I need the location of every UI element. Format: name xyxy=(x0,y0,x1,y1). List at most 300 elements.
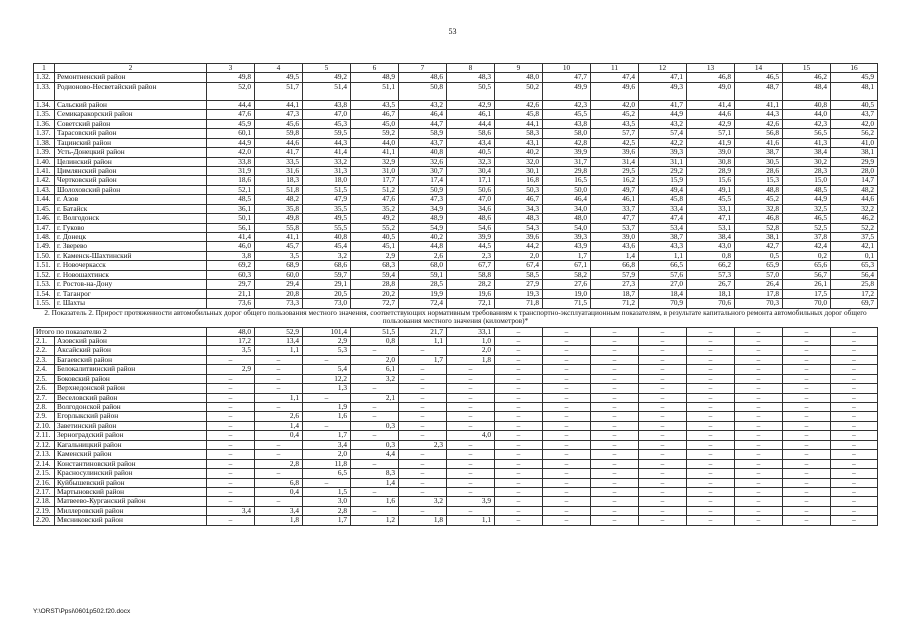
table-cell: 48,0 xyxy=(495,73,543,82)
table-cell: 2.10. xyxy=(34,421,55,430)
table-cell: – xyxy=(735,506,783,515)
table-cell: – xyxy=(207,403,255,412)
table-cell: – xyxy=(735,365,783,374)
table-cell: – xyxy=(447,412,495,421)
table-cell: 46,7 xyxy=(351,110,399,119)
table-row xyxy=(34,251,878,260)
table-cell: – xyxy=(783,393,831,402)
table-cell: – xyxy=(399,412,447,421)
table-cell: 2,0 xyxy=(303,450,351,459)
table-cell: – xyxy=(735,431,783,440)
table-cell: – xyxy=(543,431,591,440)
table-cell: 51,5 xyxy=(303,185,351,194)
table-row xyxy=(34,393,878,402)
table-cell: 3,2 xyxy=(303,251,351,260)
table-cell: 73,6 xyxy=(207,299,255,308)
table-cell: 31,1 xyxy=(639,157,687,166)
table-cell: 1.35. xyxy=(34,110,55,119)
table-cell: 34,6 xyxy=(447,204,495,213)
table-cell: 49,3 xyxy=(639,82,687,100)
table-cell: – xyxy=(687,469,735,478)
table-cell: 0,4 xyxy=(255,431,303,440)
table-cell: 32,0 xyxy=(495,157,543,166)
table-cell: 1,6 xyxy=(303,412,351,421)
table-row xyxy=(34,119,878,128)
table-cell: – xyxy=(735,421,783,430)
table-cell: 49,2 xyxy=(303,73,351,82)
table-cell: 39,3 xyxy=(639,148,687,157)
table-cell: 29,9 xyxy=(831,157,878,166)
table-cell: – xyxy=(399,421,447,430)
table-cell: 0,2 xyxy=(783,251,831,260)
table-cell: – xyxy=(591,336,639,345)
table-cell: – xyxy=(543,487,591,496)
table-cell: 43,6 xyxy=(591,242,639,251)
table-cell: 1,2 xyxy=(351,516,399,525)
table-cell: – xyxy=(831,355,878,364)
table-cell: 43,5 xyxy=(351,100,399,109)
table-cell: 41,4 xyxy=(687,100,735,109)
table-cell: Целинский район xyxy=(55,157,207,166)
table-cell: 33,4 xyxy=(639,204,687,213)
table-cell: 32,6 xyxy=(399,157,447,166)
table-cell: 44,5 xyxy=(447,242,495,251)
table-cell: 41,4 xyxy=(303,148,351,157)
table-cell: 73,3 xyxy=(255,299,303,308)
table-cell: 34,9 xyxy=(399,204,447,213)
table-cell: 39,6 xyxy=(495,233,543,242)
table-cell: – xyxy=(447,365,495,374)
table-cell: 26,1 xyxy=(783,280,831,289)
table-cell: 1,7 xyxy=(543,251,591,260)
table-cell: – xyxy=(591,440,639,449)
table-cell: 32,5 xyxy=(783,204,831,213)
table-cell: 50,0 xyxy=(543,185,591,194)
table-cell: 56,1 xyxy=(207,223,255,232)
table-row xyxy=(34,185,878,194)
table-cell: 2.6. xyxy=(34,384,55,393)
table-cell: – xyxy=(735,469,783,478)
table-cell: – xyxy=(639,506,687,515)
table-cell: 46,5 xyxy=(735,73,783,82)
table-cell: – xyxy=(447,478,495,487)
table-cell: 46,0 xyxy=(207,242,255,251)
table-cell: 33,8 xyxy=(207,157,255,166)
table-cell: 42,6 xyxy=(735,119,783,128)
table-cell: 1 xyxy=(34,64,55,73)
table-cell: 1,1 xyxy=(447,516,495,525)
table-cell: – xyxy=(783,346,831,355)
table-row xyxy=(34,487,878,496)
table-cell: 56,8 xyxy=(735,129,783,138)
table-cell: 9 xyxy=(495,64,543,73)
table-cell: 47,6 xyxy=(207,110,255,119)
table-cell: 1.37. xyxy=(34,129,55,138)
table-cell: – xyxy=(543,393,591,402)
table-cell: – xyxy=(207,459,255,468)
table-cell: – xyxy=(831,431,878,440)
table-row xyxy=(34,469,878,478)
table-cell: – xyxy=(783,421,831,430)
table-cell: – xyxy=(735,497,783,506)
table-cell: 48,3 xyxy=(495,214,543,223)
table-cell: – xyxy=(543,516,591,525)
table-cell: – xyxy=(783,450,831,459)
table-cell: 38,1 xyxy=(831,148,878,157)
table-cell: 35,5 xyxy=(303,204,351,213)
table-cell: 66,2 xyxy=(687,261,735,270)
table-cell: – xyxy=(591,516,639,525)
table-cell: 47,0 xyxy=(303,110,351,119)
table-cell: 56,2 xyxy=(831,129,878,138)
table-cell: 29,1 xyxy=(303,280,351,289)
table-cell: 28,2 xyxy=(447,280,495,289)
table-cell: 1.38. xyxy=(34,138,55,147)
table-cell: – xyxy=(399,478,447,487)
table-cell: 42,9 xyxy=(687,119,735,128)
table-cell: 20,8 xyxy=(255,289,303,298)
table-cell: 32,3 xyxy=(447,157,495,166)
table-cell: 18,4 xyxy=(639,289,687,298)
table-cell: 57,7 xyxy=(591,129,639,138)
table-cell: 28,8 xyxy=(351,280,399,289)
table-cell: 41,1 xyxy=(735,100,783,109)
table-cell: Миллеровский район xyxy=(55,506,207,515)
table-cell: 2.13. xyxy=(34,450,55,459)
table-cell: г. Донецк xyxy=(55,233,207,242)
table-cell: 46,4 xyxy=(399,110,447,119)
table-cell: 46,5 xyxy=(783,214,831,223)
table-cell: 1.41. xyxy=(34,166,55,175)
table-cell: 2,6 xyxy=(399,251,447,260)
table-cell: 1,1 xyxy=(399,336,447,345)
table-cell: – xyxy=(831,374,878,383)
table-cell: 52,0 xyxy=(207,82,255,100)
table-cell: Тарасовский район xyxy=(55,129,207,138)
table-cell: Сальский район xyxy=(55,100,207,109)
table-cell: – xyxy=(591,393,639,402)
table-cell: 58,6 xyxy=(447,129,495,138)
table-cell: 47,9 xyxy=(303,195,351,204)
table-cell: 2,0 xyxy=(351,355,399,364)
table-cell: г. Зверево xyxy=(55,242,207,251)
table-cell: – xyxy=(351,412,399,421)
table-cell: г. Таганрог xyxy=(55,289,207,298)
table-cell: 47,7 xyxy=(591,214,639,223)
table-cell: 44,0 xyxy=(783,110,831,119)
file-path: Y:\ORST\Ppsi\0601p502.f20.docx xyxy=(33,608,131,615)
table-cell: 38,4 xyxy=(687,233,735,242)
table-cell: – xyxy=(831,365,878,374)
table-cell: 1,0 xyxy=(447,336,495,345)
table-cell: 40,5 xyxy=(831,100,878,109)
table-row xyxy=(34,346,878,355)
table-cell: 33,7 xyxy=(591,204,639,213)
table-cell: 47,7 xyxy=(543,73,591,82)
table-cell: – xyxy=(495,516,543,525)
table-cell: – xyxy=(735,478,783,487)
table-cell: 39,3 xyxy=(543,233,591,242)
table-cell: 44,4 xyxy=(207,100,255,109)
table-cell: 3,4 xyxy=(303,440,351,449)
table-cell: – xyxy=(207,384,255,393)
table-cell: 26,7 xyxy=(687,280,735,289)
table-cell: – xyxy=(783,469,831,478)
table-cell: 47,3 xyxy=(399,195,447,204)
table-cell: – xyxy=(543,384,591,393)
table-cell: 2,9 xyxy=(303,336,351,345)
table-cell: – xyxy=(543,374,591,383)
table-cell: – xyxy=(447,374,495,383)
table-cell: – xyxy=(399,487,447,496)
table-cell: – xyxy=(447,450,495,459)
table-cell: 44,4 xyxy=(447,119,495,128)
table-cell: – xyxy=(447,403,495,412)
table-cell: 53,4 xyxy=(639,223,687,232)
table-cell: 50,6 xyxy=(447,185,495,194)
table-cell: – xyxy=(351,403,399,412)
table-cell: 30,4 xyxy=(447,166,495,175)
table-cell: – xyxy=(543,355,591,364)
table-cell: – xyxy=(639,412,687,421)
table-cell: – xyxy=(639,346,687,355)
table-cell: 15,6 xyxy=(687,176,735,185)
table-cell: 1.36. xyxy=(34,119,55,128)
table-cell: 66,8 xyxy=(591,261,639,270)
table-cell: 58,8 xyxy=(447,270,495,279)
table-cell: 101,4 xyxy=(303,327,351,336)
table-cell: 33,2 xyxy=(303,157,351,166)
table-row xyxy=(34,440,878,449)
table-cell: – xyxy=(735,374,783,383)
table-cell: – xyxy=(735,346,783,355)
table-cell: – xyxy=(783,516,831,525)
table-cell: 45,9 xyxy=(207,119,255,128)
table-cell: – xyxy=(687,440,735,449)
table-cell: 68,9 xyxy=(255,261,303,270)
table-cell: 1.45. xyxy=(34,204,55,213)
table-cell: 59,4 xyxy=(351,270,399,279)
table-cell: – xyxy=(255,469,303,478)
table-cell: 2 xyxy=(55,64,207,73)
table-cell: – xyxy=(255,365,303,374)
table-cell: 0,5 xyxy=(735,251,783,260)
table-cell: 1.46. xyxy=(34,214,55,223)
table-cell: Цимлянский район xyxy=(55,166,207,175)
table-cell: 56,4 xyxy=(831,270,878,279)
table-cell: 2,9 xyxy=(207,365,255,374)
table-cell: – xyxy=(831,450,878,459)
table-cell: 1,3 xyxy=(303,384,351,393)
table-cell: 1,5 xyxy=(303,487,351,496)
table-cell: 0,3 xyxy=(351,421,399,430)
table-cell: 45,2 xyxy=(735,195,783,204)
table-cell: – xyxy=(207,478,255,487)
table-cell: 17,1 xyxy=(447,176,495,185)
table-cell: 42,7 xyxy=(735,242,783,251)
table-cell: 45,7 xyxy=(255,242,303,251)
table-cell: 50,2 xyxy=(495,82,543,100)
table-cell: 46,4 xyxy=(543,195,591,204)
table-cell: 19,0 xyxy=(543,289,591,298)
table-row xyxy=(34,261,878,270)
table-cell: г. Волгодонск xyxy=(55,214,207,223)
table-cell: – xyxy=(207,469,255,478)
table-cell: 50,5 xyxy=(447,82,495,100)
table-cell: – xyxy=(735,487,783,496)
table-cell: 1.48. xyxy=(34,233,55,242)
table-cell: 48,7 xyxy=(735,82,783,100)
table-cell: 54,9 xyxy=(399,223,447,232)
table-cell: – xyxy=(735,450,783,459)
table-cell: 16,2 xyxy=(591,176,639,185)
table-cell: г. Ростов-на-Дону xyxy=(55,280,207,289)
table-cell: 32,8 xyxy=(735,204,783,213)
table-cell: – xyxy=(831,327,878,336)
table-cell: 49,6 xyxy=(591,82,639,100)
table-cell: – xyxy=(687,355,735,364)
table-cell: – xyxy=(735,355,783,364)
table-cell: – xyxy=(495,459,543,468)
table-cell: – xyxy=(207,421,255,430)
table-cell: 49,9 xyxy=(543,82,591,100)
table-cell: 67,7 xyxy=(447,261,495,270)
table-cell: – xyxy=(303,421,351,430)
table-cell: – xyxy=(639,355,687,364)
table-cell: 60,0 xyxy=(255,270,303,279)
table-cell: 3,8 xyxy=(207,251,255,260)
table-cell: – xyxy=(495,478,543,487)
table-cell: 42,6 xyxy=(495,100,543,109)
table-cell: – xyxy=(399,384,447,393)
table-cell: 44,2 xyxy=(495,242,543,251)
data-table xyxy=(33,63,878,526)
table-cell: – xyxy=(687,393,735,402)
table-cell: 48,0 xyxy=(543,214,591,223)
table-cell: – xyxy=(495,497,543,506)
table-cell: – xyxy=(687,384,735,393)
table-cell: 11 xyxy=(591,64,639,73)
table-cell: 1.51. xyxy=(34,261,55,270)
table-cell: 58,2 xyxy=(543,270,591,279)
table-cell: 30,5 xyxy=(735,157,783,166)
table-cell: Мясниковский район xyxy=(55,516,207,525)
table-cell: – xyxy=(399,365,447,374)
table-cell: 48,9 xyxy=(399,214,447,223)
table-cell: 44,3 xyxy=(303,138,351,147)
table-row xyxy=(34,280,878,289)
table-row xyxy=(34,336,878,345)
table-cell: – xyxy=(399,431,447,440)
table-cell: – xyxy=(495,412,543,421)
table-cell: 15,3 xyxy=(735,176,783,185)
table-cell: 7 xyxy=(399,64,447,73)
table-cell: 45,5 xyxy=(687,195,735,204)
table-cell: – xyxy=(783,497,831,506)
table-cell: – xyxy=(831,506,878,515)
table-cell: 39,9 xyxy=(543,148,591,157)
table-cell: 6 xyxy=(351,64,399,73)
table-cell: 3,4 xyxy=(207,506,255,515)
table-row xyxy=(34,157,878,166)
table-cell: 42,0 xyxy=(207,148,255,157)
table-cell: 17,7 xyxy=(351,176,399,185)
table-cell: 50,3 xyxy=(495,185,543,194)
table-cell: 54,0 xyxy=(543,223,591,232)
table-cell: 20,5 xyxy=(303,289,351,298)
table-cell: 42,5 xyxy=(591,138,639,147)
table-cell: 56,5 xyxy=(783,129,831,138)
table-row xyxy=(34,204,878,213)
table-cell: 0,8 xyxy=(687,251,735,260)
table-cell: 57,4 xyxy=(639,129,687,138)
table-cell: г. Гуково xyxy=(55,223,207,232)
table-cell: – xyxy=(447,487,495,496)
table-cell: 1.54. xyxy=(34,289,55,298)
table-cell: – xyxy=(831,336,878,345)
table-cell: – xyxy=(207,450,255,459)
table-cell: 43,7 xyxy=(831,110,878,119)
table-cell: 49,5 xyxy=(255,73,303,82)
table-cell: – xyxy=(687,403,735,412)
table-cell: – xyxy=(399,346,447,355)
table-cell: 1,4 xyxy=(591,251,639,260)
table-cell: 41,7 xyxy=(255,148,303,157)
table-cell: 44,1 xyxy=(495,119,543,128)
table-cell: – xyxy=(543,459,591,468)
table-cell: – xyxy=(543,450,591,459)
table-cell: 70,3 xyxy=(735,299,783,308)
table-cell: 44,0 xyxy=(351,138,399,147)
table-cell: 39,0 xyxy=(687,148,735,157)
table-cell: 19,9 xyxy=(399,289,447,298)
table-cell: 25,8 xyxy=(831,280,878,289)
table-cell: 12,2 xyxy=(303,374,351,383)
table-cell: – xyxy=(687,327,735,336)
table-row xyxy=(34,129,878,138)
table-cell: 44,7 xyxy=(399,119,447,128)
table-cell: 2.15. xyxy=(34,469,55,478)
table-row xyxy=(34,299,878,308)
table-cell: – xyxy=(639,421,687,430)
table-cell: – xyxy=(207,431,255,440)
table-cell: – xyxy=(207,440,255,449)
table-cell: 1.39. xyxy=(34,148,55,157)
table-cell: – xyxy=(543,336,591,345)
table-cell: 49,5 xyxy=(303,214,351,223)
table-cell: 55,8 xyxy=(255,223,303,232)
table-cell: – xyxy=(255,450,303,459)
table-cell: 71,8 xyxy=(495,299,543,308)
table-cell: 29,7 xyxy=(207,280,255,289)
table-cell: – xyxy=(639,393,687,402)
table-cell: – xyxy=(447,469,495,478)
table-cell: 45,2 xyxy=(591,110,639,119)
table-cell: 48,1 xyxy=(831,82,878,100)
table-row xyxy=(34,497,878,506)
table-row xyxy=(34,450,878,459)
table-cell: – xyxy=(543,327,591,336)
table-cell: 45,0 xyxy=(351,119,399,128)
table-cell: Багаевский район xyxy=(55,355,207,364)
table-cell: 33,1 xyxy=(447,327,495,336)
table-cell: 47,4 xyxy=(591,73,639,82)
table-cell: 5 xyxy=(303,64,351,73)
table-cell: 28,6 xyxy=(735,166,783,175)
table-cell: – xyxy=(639,365,687,374)
table-cell: 67,1 xyxy=(543,261,591,270)
table-cell: 1,8 xyxy=(399,516,447,525)
